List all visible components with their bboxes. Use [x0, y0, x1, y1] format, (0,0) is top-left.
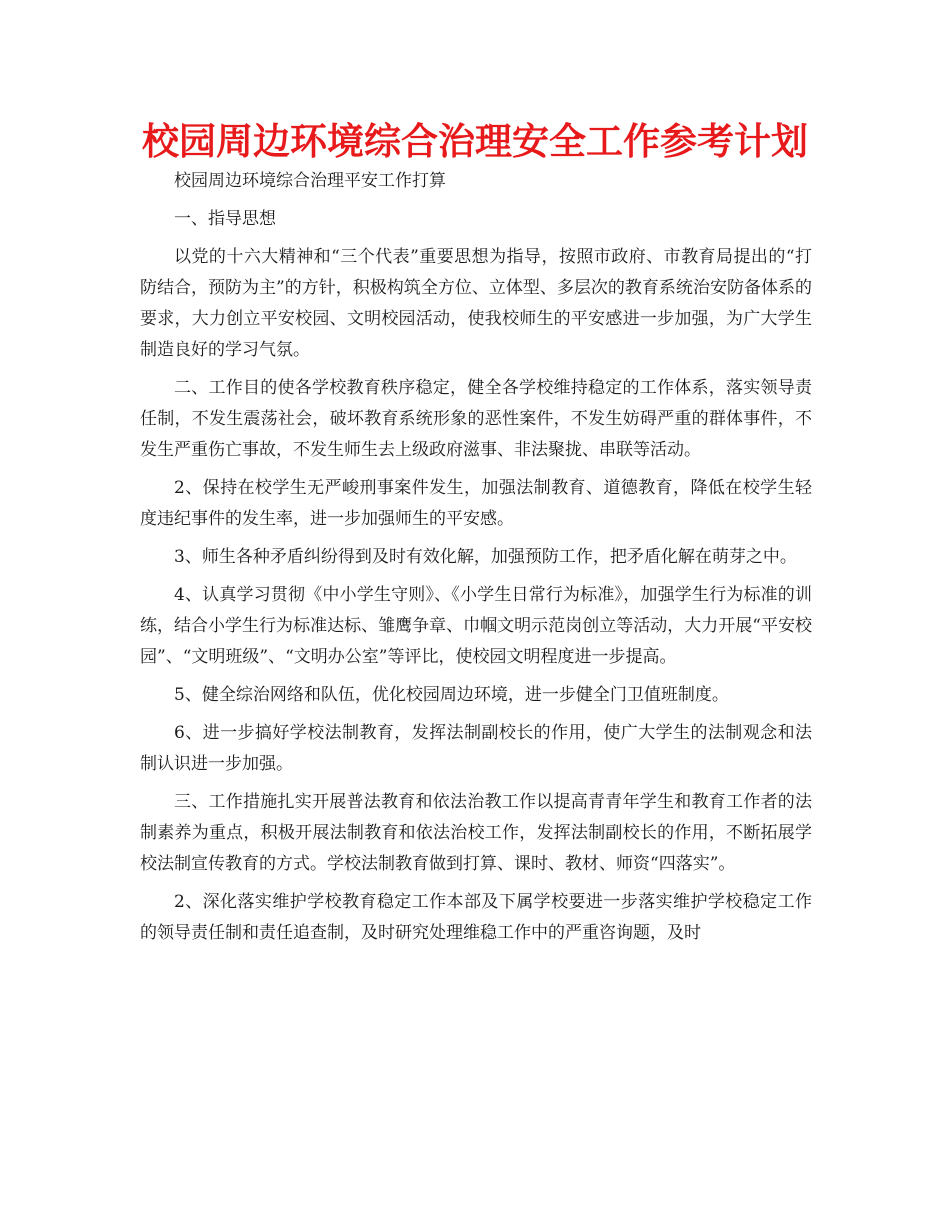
paragraph: 二、工作目的使各学校教育秩序稳定，健全各学校维持稳定的工作体系，落实领导责任制，不发生震荡社会，破坏教育系统形象的恶性案件，不发生妨碍严重的群体事件，不发生严重伤亡事故，不发生师生去上级政府滋事、非法聚拢、串联等活动。: [140, 378, 812, 460]
paragraph: 三、工作措施扎实开展普法教育和依法治教工作以提高青青年学生和教育工作者的法制素养为重点，积极开展法制教育和依法治校工作，发挥法制副校长的作用，不断拓展学校法制宣传教育的方式。学校法制教育做到打算、课时、教材、师资“四落实”。: [140, 792, 812, 874]
document-subtitle: 校园周边环境综合治理平安工作打算: [174, 171, 446, 191]
paragraph: 4、认真学习贯彻《中小学生守则》、《小学生日常行为标准》，加强学生行为标准的训练，结合小学生行为标准达标、雏鹰争章、巾帼文明示范岗创立等活动，大力开展“平安校园”、“文明班级”、“文明办公室”等评比，使校园文明程度进一步提高。: [140, 585, 812, 667]
document-body: [140, 166, 812, 949]
paragraph: 3、师生各种矛盾纠纷得到及时有效化解，加强预防工作，把矛盾化解在萌芽之中。: [174, 547, 797, 567]
paragraph: 以党的十六大精神和“三个代表”重要思想为指导，按照市政府、市教育局提出的“打防结合，预防为主”的方针，积极构筑全方位、立体型、多层次的教育系统治安防备体系的要求，大力创立平安校园、文明校园活动，使我校师生的平安感进一步加强，为广大学生制造良好的学习气氛。: [140, 247, 812, 360]
paragraph: 2、深化落实维护学校教育稳定工作本部及下属学校要进一步落实维护学校稳定工作的领导责任制和责任追查制，及时研究处理维稳工作中的严重咨询题，及时: [140, 892, 812, 943]
paragraph: 6、进一步搞好学校法制教育，发挥法制副校长的作用，使广大学生的法制观念和法制认识进一步加强。: [140, 723, 812, 774]
document-title: 校园周边环境综合治理安全工作参考计划: [142, 120, 808, 163]
section-heading-guiding-ideology: 一、指导思想: [174, 209, 276, 229]
paragraph: 2、保持在校学生无严峻刑事案件发生，加强法制教育、道德教育，降低在校学生轻度违纪事件的发生率，进一步加强师生的平安感。: [140, 478, 812, 529]
paragraph: 5、健全综治网络和队伍，优化校园周边环境，进一步健全门卫值班制度。: [174, 685, 729, 705]
